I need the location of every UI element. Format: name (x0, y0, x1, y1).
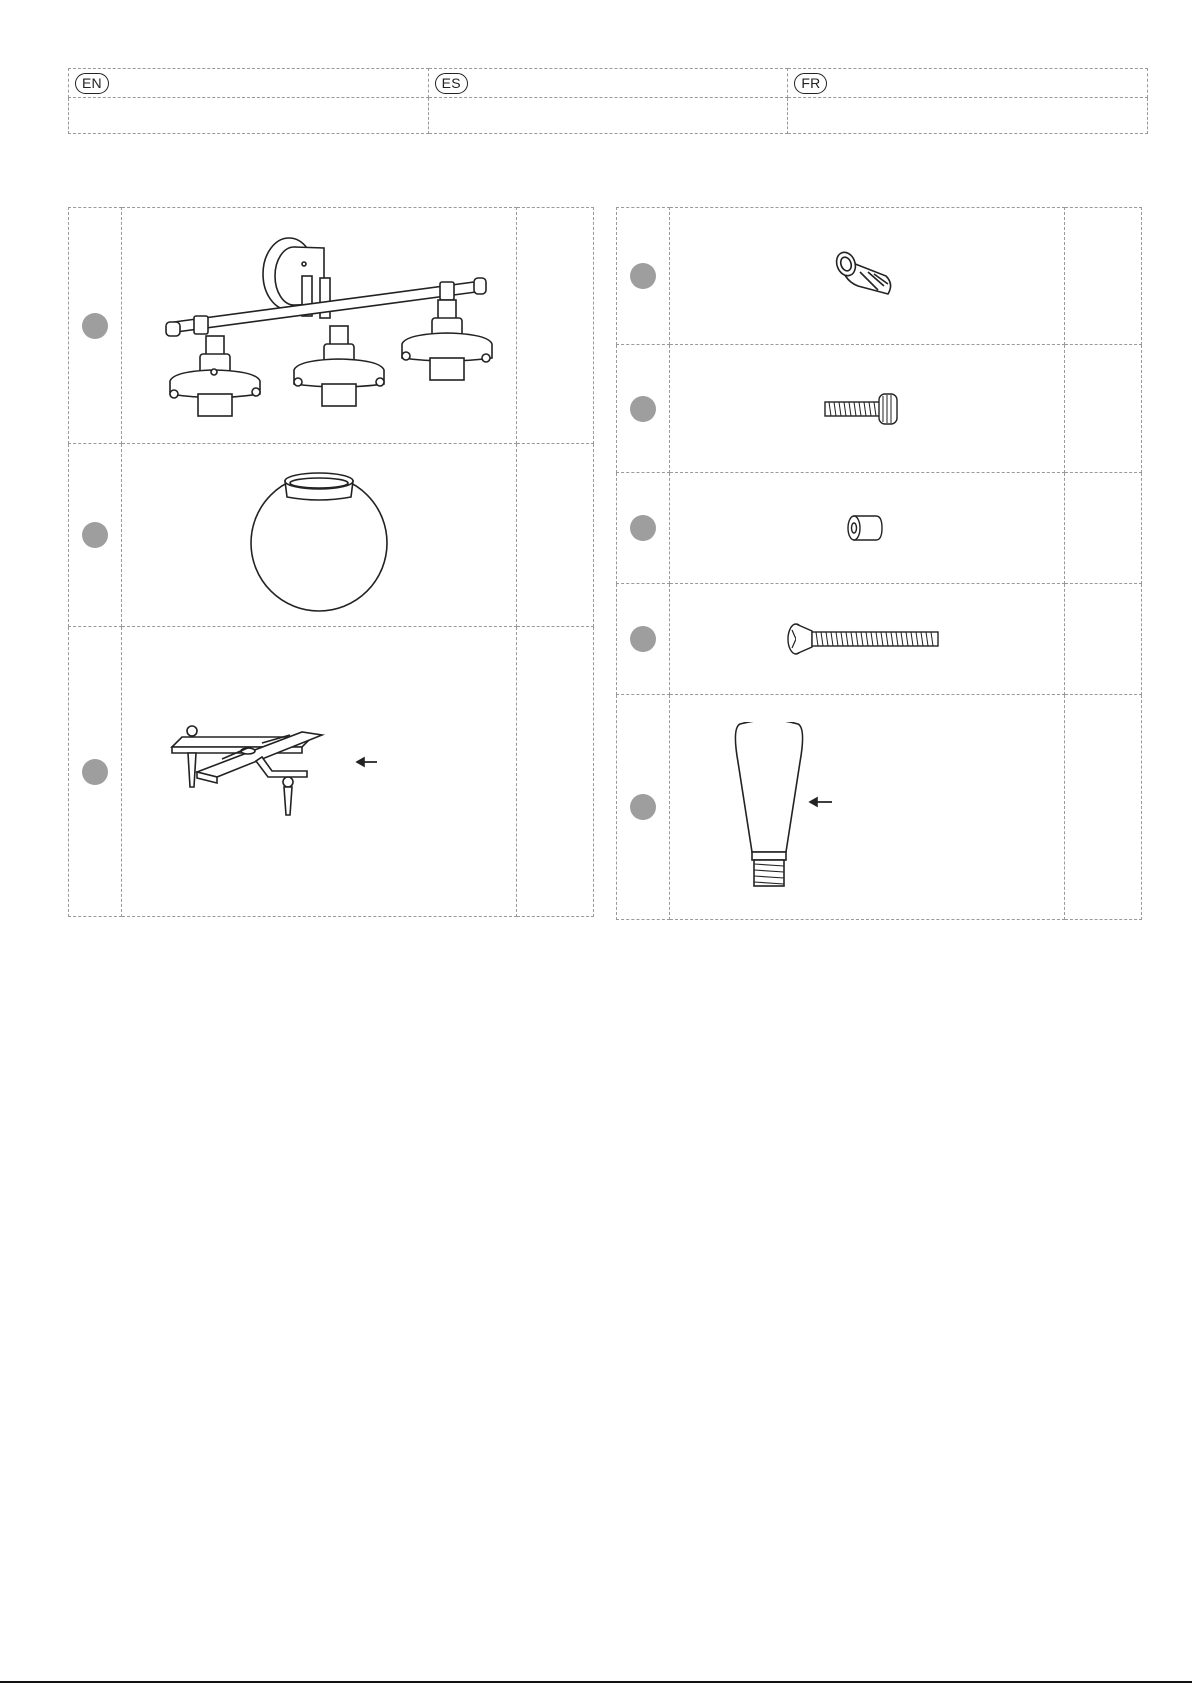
part-image-cell (670, 345, 1065, 473)
lang-text-es (428, 98, 788, 134)
part-letter-cell (69, 627, 122, 917)
parts-table-left (68, 207, 594, 917)
light-bulb-icon (710, 722, 870, 892)
parts-table-right (616, 207, 1142, 920)
part-row-spacer-nut (617, 473, 1142, 584)
part-image-cell (670, 208, 1065, 345)
part-image-cell (670, 695, 1065, 920)
en-badge: EN (75, 73, 109, 94)
footer-rule (0, 1681, 1192, 1683)
lang-text-en (69, 98, 429, 134)
part-letter-badge (630, 794, 656, 820)
glass-globe-shade-icon (239, 455, 399, 615)
part-row-shade (69, 444, 594, 627)
part-letter-badge (630, 263, 656, 289)
wire-nut-icon (822, 236, 912, 316)
part-image-cell (670, 473, 1065, 584)
part-letter-badge (82, 313, 108, 339)
lang-cell-es (428, 69, 788, 98)
vanity-fixture-icon (134, 226, 504, 426)
thumb-screw-icon (817, 384, 917, 434)
lang-text-fr (788, 98, 1148, 134)
part-row-mounting-screw (617, 584, 1142, 695)
part-letter-badge (630, 626, 656, 652)
part-qty-cell (1065, 208, 1142, 345)
mounting-bracket-icon (162, 707, 462, 837)
part-letter-cell (617, 584, 670, 695)
language-table (68, 68, 1148, 134)
part-letter-cell (69, 208, 122, 444)
spacer-nut-icon (842, 508, 892, 548)
part-letter-badge (630, 396, 656, 422)
part-letter-cell (69, 444, 122, 627)
part-qty-cell (1065, 473, 1142, 584)
es-badge: ES (435, 73, 468, 94)
part-letter-badge (82, 522, 108, 548)
part-qty-cell (517, 444, 594, 627)
part-image-cell (122, 208, 517, 444)
part-image-cell (670, 584, 1065, 695)
lang-cell-fr (788, 69, 1148, 98)
part-row-thumb-screw (617, 345, 1142, 473)
lang-cell-en (69, 69, 429, 98)
part-row-bulb (617, 695, 1142, 920)
part-qty-cell (1065, 345, 1142, 473)
part-letter-cell (617, 208, 670, 345)
part-letter-badge (82, 759, 108, 785)
part-image-cell (122, 444, 517, 627)
part-qty-cell (1065, 584, 1142, 695)
part-letter-badge (630, 515, 656, 541)
part-row-fixture (69, 208, 594, 444)
part-row-bracket (69, 627, 594, 917)
part-letter-cell (617, 345, 670, 473)
part-qty-cell (517, 627, 594, 917)
part-image-cell (122, 627, 517, 917)
part-letter-cell (617, 695, 670, 920)
fr-badge: FR (794, 73, 827, 94)
part-row-wire-nut (617, 208, 1142, 345)
part-letter-cell (617, 473, 670, 584)
mounting-screw-icon (782, 614, 952, 664)
part-qty-cell (517, 208, 594, 444)
part-qty-cell (1065, 695, 1142, 920)
